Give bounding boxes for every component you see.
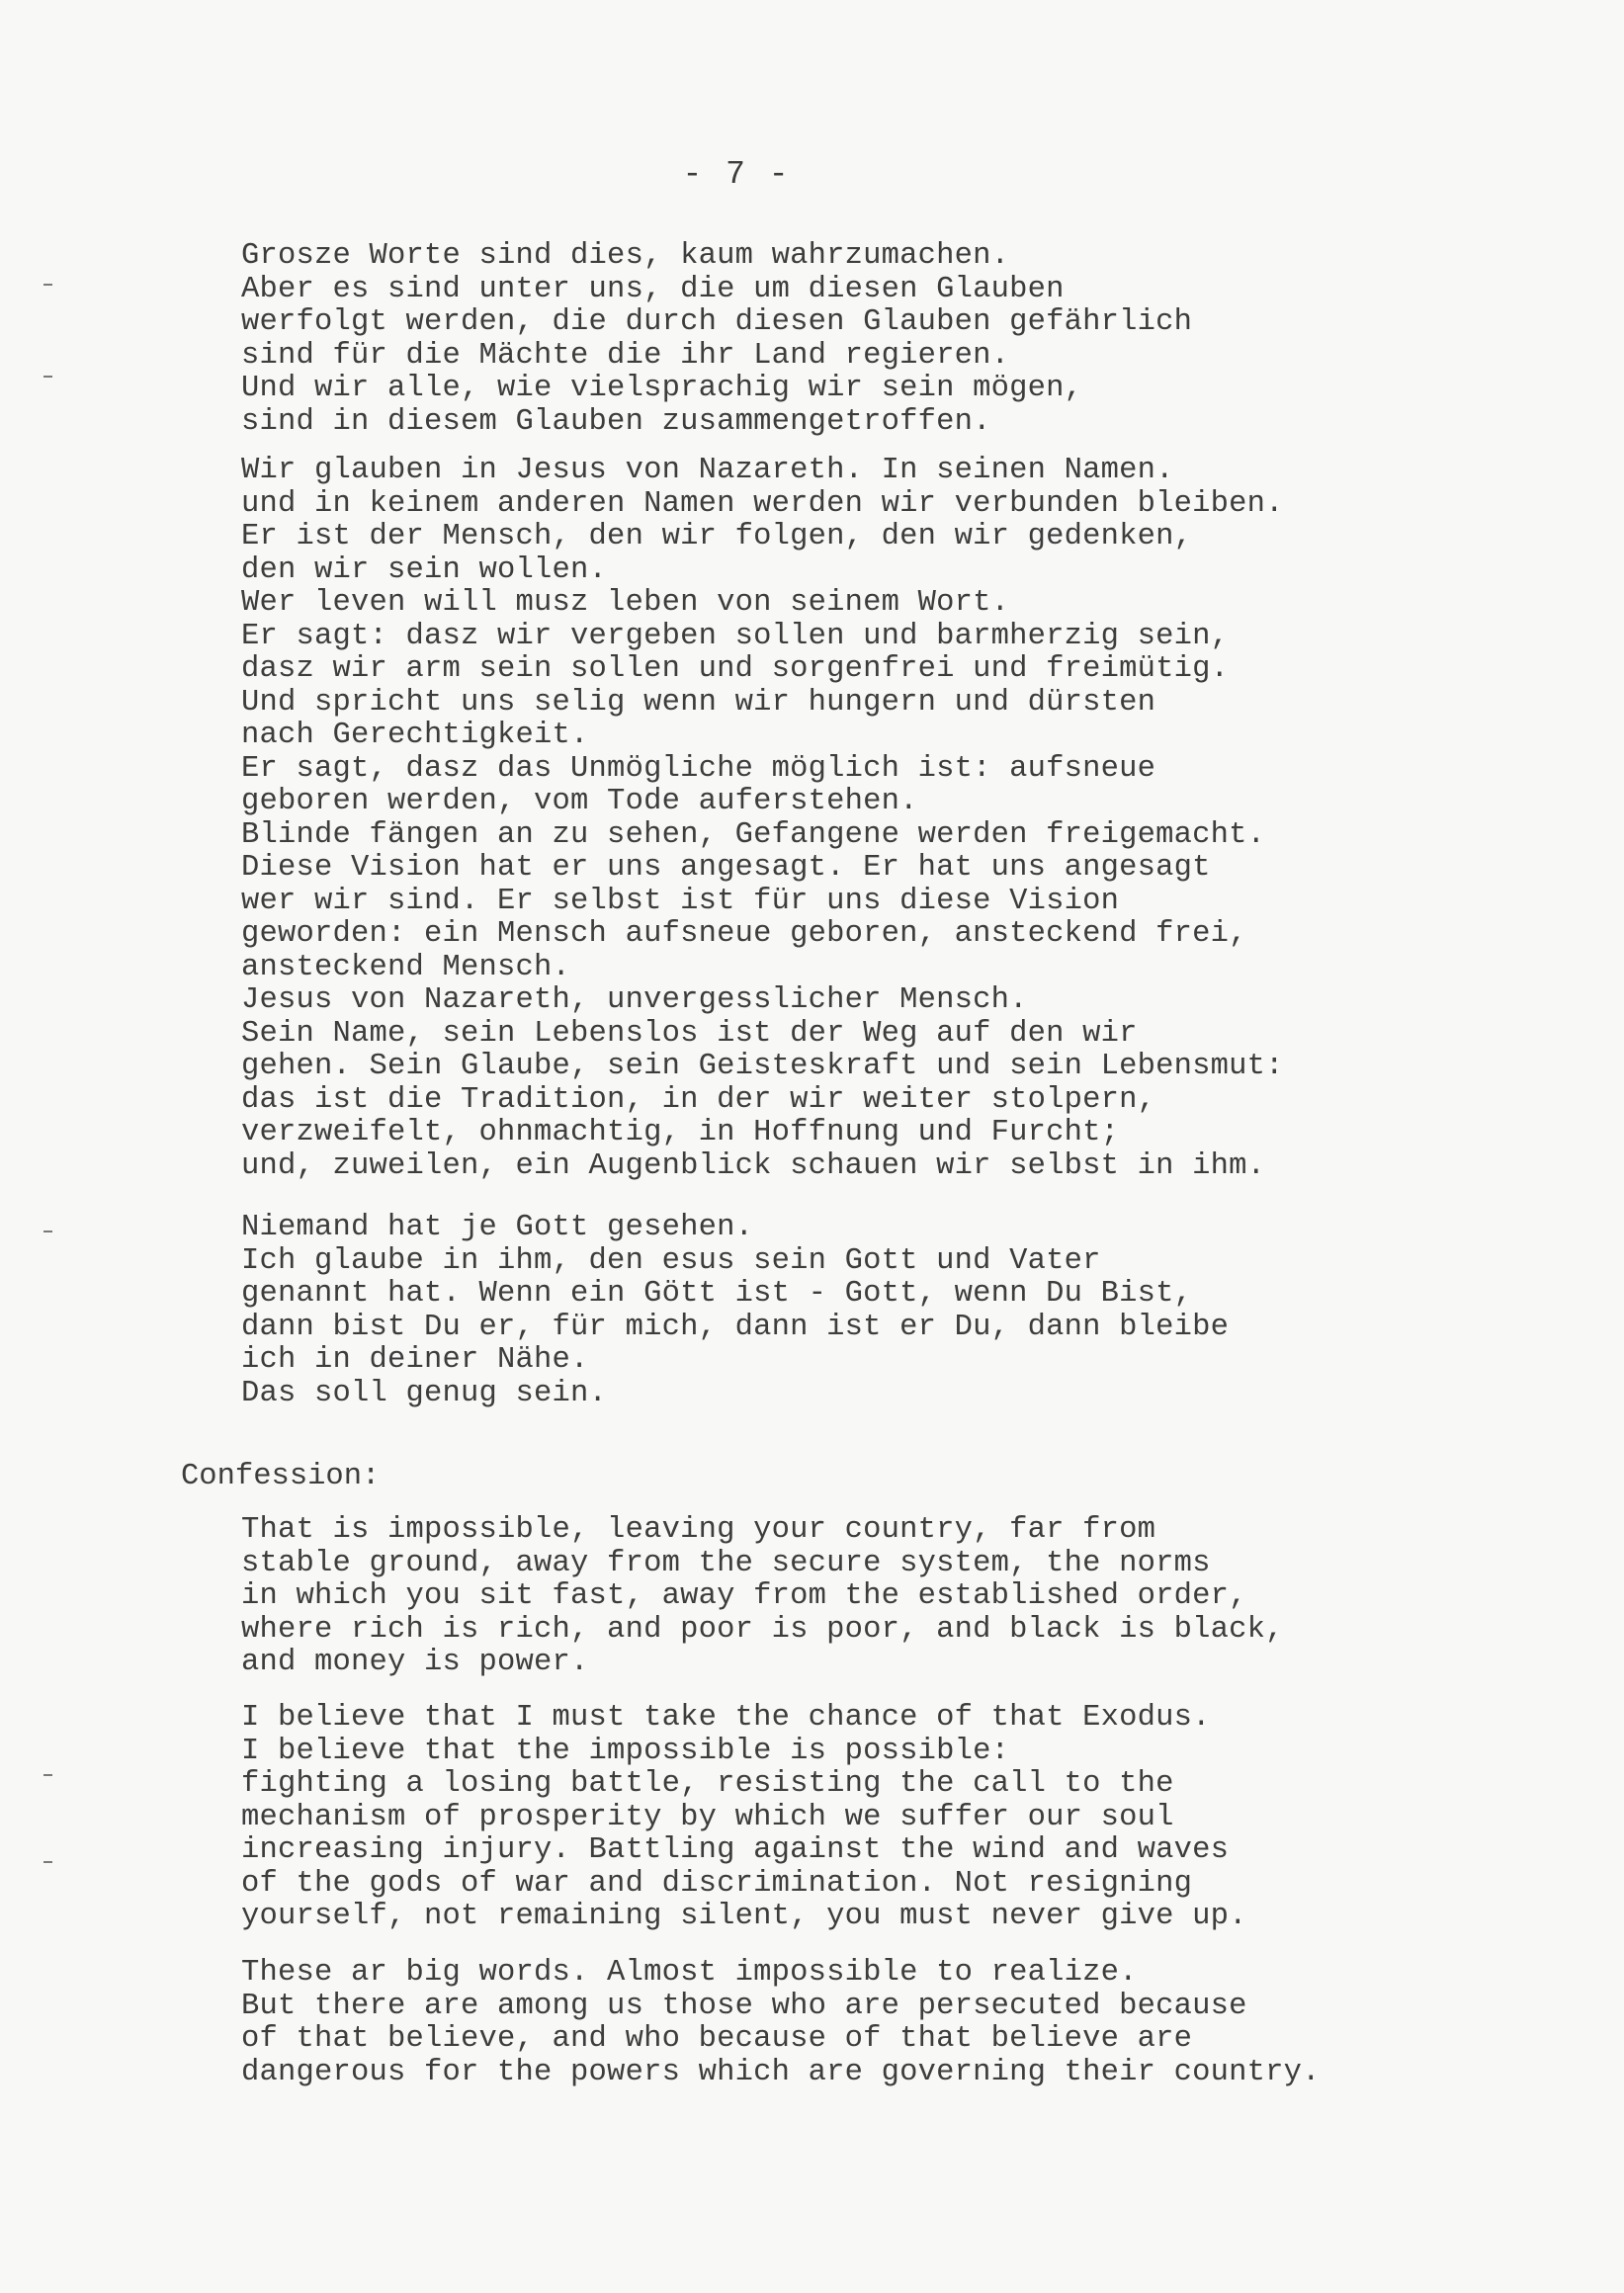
margin-mark: [43, 1231, 52, 1232]
text-line: where rich is rich, and poor is poor, and black is black,: [241, 1612, 1284, 1647]
text-line: and money is power.: [241, 1646, 589, 1679]
german-paragraph-1: [241, 240, 1457, 439]
text-line: Er sagt: dasz wir vergeben sollen und barmherzig sein,: [241, 619, 1230, 653]
text-line: werfolgt werden, die durch diesen Glauben gefährlich: [241, 305, 1193, 339]
text-line: sind für die Mächte die ihr Land regieren.: [241, 338, 1010, 373]
text-line: sind in diesem Glauben zusammengetroffen.: [241, 404, 991, 439]
text-line: Niemand hat je Gott gesehen.: [241, 1211, 754, 1244]
text-line: Und spricht uns selig wenn wir hungern und dürsten: [241, 685, 1156, 720]
text-line: increasing injury. Battling against the wind and waves: [241, 1833, 1230, 1867]
text-line: Grosze Worte sind dies, kaum wahrzumachen.: [241, 239, 1010, 273]
text-line: und, zuweilen, ein Augenblick schauen wir selbst in ihm.: [241, 1148, 1266, 1183]
english-paragraph-3: [241, 1957, 1457, 2089]
text-line: Und wir alle, wie vielsprachig wir sein mögen,: [241, 372, 1083, 405]
text-line: of that believe, and who because of that believe are: [241, 2022, 1193, 2056]
text-line: dangerous for the powers which are governing their country.: [241, 2055, 1321, 2089]
text-line: mechanism of prosperity by which we suffer our soul: [241, 1800, 1174, 1834]
text-line: in which you sit fast, away from the established order,: [241, 1579, 1247, 1613]
english-paragraph-1: [241, 1514, 1457, 1680]
text-line: geboren werden, vom Tode auferstehen.: [241, 785, 918, 818]
text-line: nach Gerechtigkeit.: [241, 719, 589, 752]
text-line: That is impossible, leaving your country, far from: [241, 1513, 1156, 1547]
text-line: Ich glaube in ihm, den esus sein Gott und Vater: [241, 1243, 1101, 1278]
text-line: Diese Vision hat er uns angesagt. Er hat uns angesagt: [241, 851, 1211, 885]
text-line: wer wir sind. Er selbst ist für uns diese Vision: [241, 884, 1120, 918]
text-block: [241, 1702, 1457, 1934]
text-line: genannt hat. Wenn ein Gött ist - Gott, wenn Du Bist,: [241, 1277, 1193, 1311]
text-line: I believe that I must take the chance of that Exodus.: [241, 1701, 1211, 1735]
text-line: But there are among us those who are persecuted because: [241, 1989, 1247, 2023]
text-block: [241, 1514, 1457, 1680]
text-line: ich in deiner Nähe.: [241, 1343, 589, 1377]
text-line: yourself, not remaining silent, you must never give up.: [241, 1900, 1247, 1933]
text-line: dasz wir arm sein sollen und sorgenfrei und freimütig.: [241, 652, 1230, 686]
text-line: Blinde fängen an zu sehen, Gefangene werden freigemacht.: [241, 817, 1266, 852]
text-line: I believe that the impossible is possible:: [241, 1734, 1010, 1768]
page-number: - 7 -: [682, 156, 791, 193]
text-line: gehen. Sein Glaube, sein Geisteskraft und sein Lebensmut:: [241, 1050, 1284, 1083]
german-paragraph-2: [241, 455, 1457, 1183]
text-line: Wer leven will musz leben von seinem Wort.: [241, 586, 1010, 620]
text-line: Er ist der Mensch, den wir folgen, den wir gedenken,: [241, 520, 1193, 553]
text-line: Aber es sind unter uns, die um diesen Glauben: [241, 272, 1065, 306]
margin-mark: [43, 1774, 52, 1776]
text-line: Jesus von Nazareth, unvergesslicher Mensch.: [241, 983, 1028, 1017]
english-paragraph-2: [241, 1702, 1457, 1934]
text-line: den wir sein wollen.: [241, 552, 608, 587]
text-line: geworden: ein Mensch aufsneue geboren, ansteckend frei,: [241, 917, 1247, 951]
text-block: [241, 1212, 1457, 1410]
text-line: Das soll genug sein.: [241, 1376, 608, 1410]
margin-mark: [43, 284, 52, 286]
confession-heading: Confession:: [181, 1460, 381, 1493]
text-line: dann bist Du er, für mich, dann ist er Du, dann bleibe: [241, 1310, 1230, 1344]
text-line: Er sagt, dasz das Unmögliche möglich ist: aufsneue: [241, 751, 1156, 786]
text-block: [241, 240, 1457, 439]
text-line: Wir glauben in Jesus von Nazareth. In seinen Namen.: [241, 454, 1174, 487]
text-line: ansteckend Mensch.: [241, 950, 571, 984]
margin-mark: [43, 376, 52, 378]
text-line: fighting a losing battle, resisting the call to the: [241, 1767, 1174, 1801]
text-block: [241, 455, 1457, 1183]
margin-mark: [43, 1861, 52, 1863]
text-block: [241, 1957, 1457, 2089]
text-line: verzweifelt, ohnmachtig, in Hoffnung und Furcht;: [241, 1116, 1120, 1149]
text-line: of the gods of war and discrimination. Not resigning: [241, 1866, 1193, 1901]
german-paragraph-3: [241, 1212, 1457, 1410]
text-line: Sein Name, sein Lebenslos ist der Weg auf den wir: [241, 1016, 1138, 1051]
text-line: stable ground, away from the secure system, the norms: [241, 1546, 1211, 1580]
text-line: These ar big words. Almost impossible to realize.: [241, 1956, 1138, 1990]
text-line: das ist die Tradition, in der wir weiter stolpern,: [241, 1082, 1156, 1117]
text-line: und in keinem anderen Namen werden wir verbunden bleiben.: [241, 486, 1284, 521]
